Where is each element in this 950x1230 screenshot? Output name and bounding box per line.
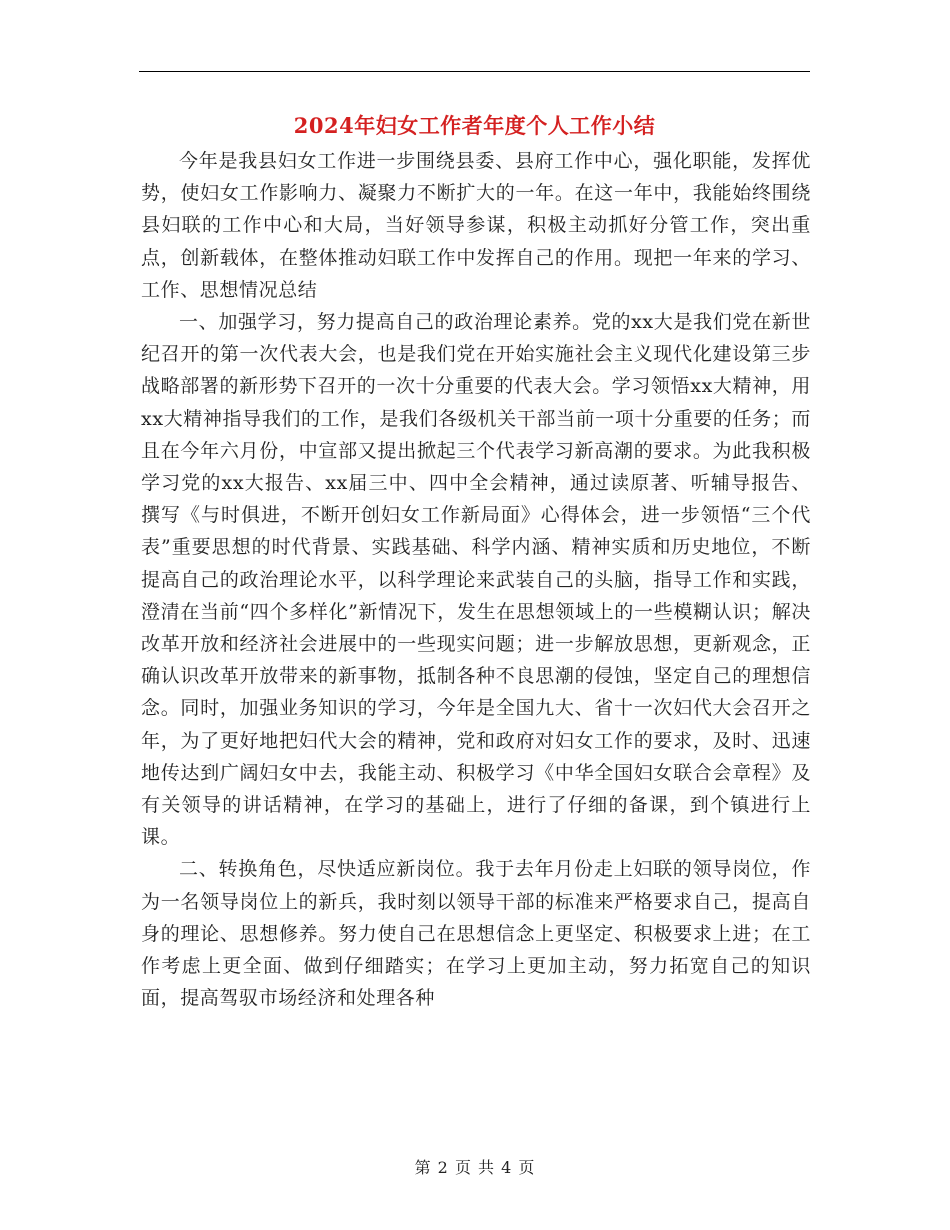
- document-body: [141, 145, 811, 1014]
- header-rule: [139, 71, 810, 72]
- document-title: 2024年妇女工作者年度个人工作小结: [293, 113, 656, 138]
- paragraph-section-1: 一、加强学习，努力提高自己的政治理论素养。党的xx大是我们党在新世纪召开的第一次代表大会，也是我们党在开始实施社会主义现代化建设第三步战略部署的新形势下召开的一次十分重要的代表大会。学习领悟xx大精神，用xx大精神指导我们的工作，是我们各级机关干部当前一项十分重要的任务；而且在今年六月份，中宣部又提出掀起三个代表学习新高潮的要求。为此我积极学习党的xx大报告、xx届三中、四中全会精神，通过读原著、听辅导报告、撰写《与时俱进，不断开创妇女工作新局面》心得体会，进一步领悟“三个代表”重要思想的时代背景、实践基础、科学内涵、精神实质和历史地位，不断提高自己的政治理论水平，以科学理论来武装自己的头脑，指导工作和实践，澄清在当前“四个多样化”新情况下，发生在思想领域上的一些模糊认识；解决改革开放和经济社会进展中的一些现实问题；进一步解放思想，更新观念，正确认识改革开放带来的新事物，抵制各种不良思潮的侵蚀，坚定自己的理想信念。同时，加强业务知识的学习，今年是全国九大、省十一次妇代大会召开之年，为了更好地把妇代大会的精神，党和政府对妇女工作的要求，及时、迅速地传达到广阔妇女中去，我能主动、积极学习《中华全国妇女联合会章程》及有关领导的讲话精神，在学习的基础上，进行了仔细的备课，到个镇进行上课。: [141, 311, 811, 849]
- paragraph-intro: 今年是我县妇女工作进一步围绕县委、县府工作中心，强化职能，发挥优势，使妇女工作影响力、凝聚力不断扩大的一年。在这一年中，我能始终围绕县妇联的工作中心和大局，当好领导参谋，积极主动抓好分管工作，突出重点，创新载体，在整体推动妇联工作中发挥自己的作用。现把一年来的学习、工作、思想情况总结: [141, 150, 811, 301]
- paragraph-section-2: 二、转换角色，尽快适应新岗位。我于去年月份走上妇联的领导岗位，作为一名领导岗位上的新兵，我时刻以领导干部的标准来严格要求自己，提高自身的理论、思想修养。努力使自己在思想信念上更坚定、积极要求上进；在工作考虑上更全面、做到仔细踏实；在学习上更加主动，努力拓宽自己的知识面，提高驾驭市场经济和处理各种: [141, 858, 811, 1010]
- page-number: 第 2 页 共 4 页: [414, 1158, 536, 1177]
